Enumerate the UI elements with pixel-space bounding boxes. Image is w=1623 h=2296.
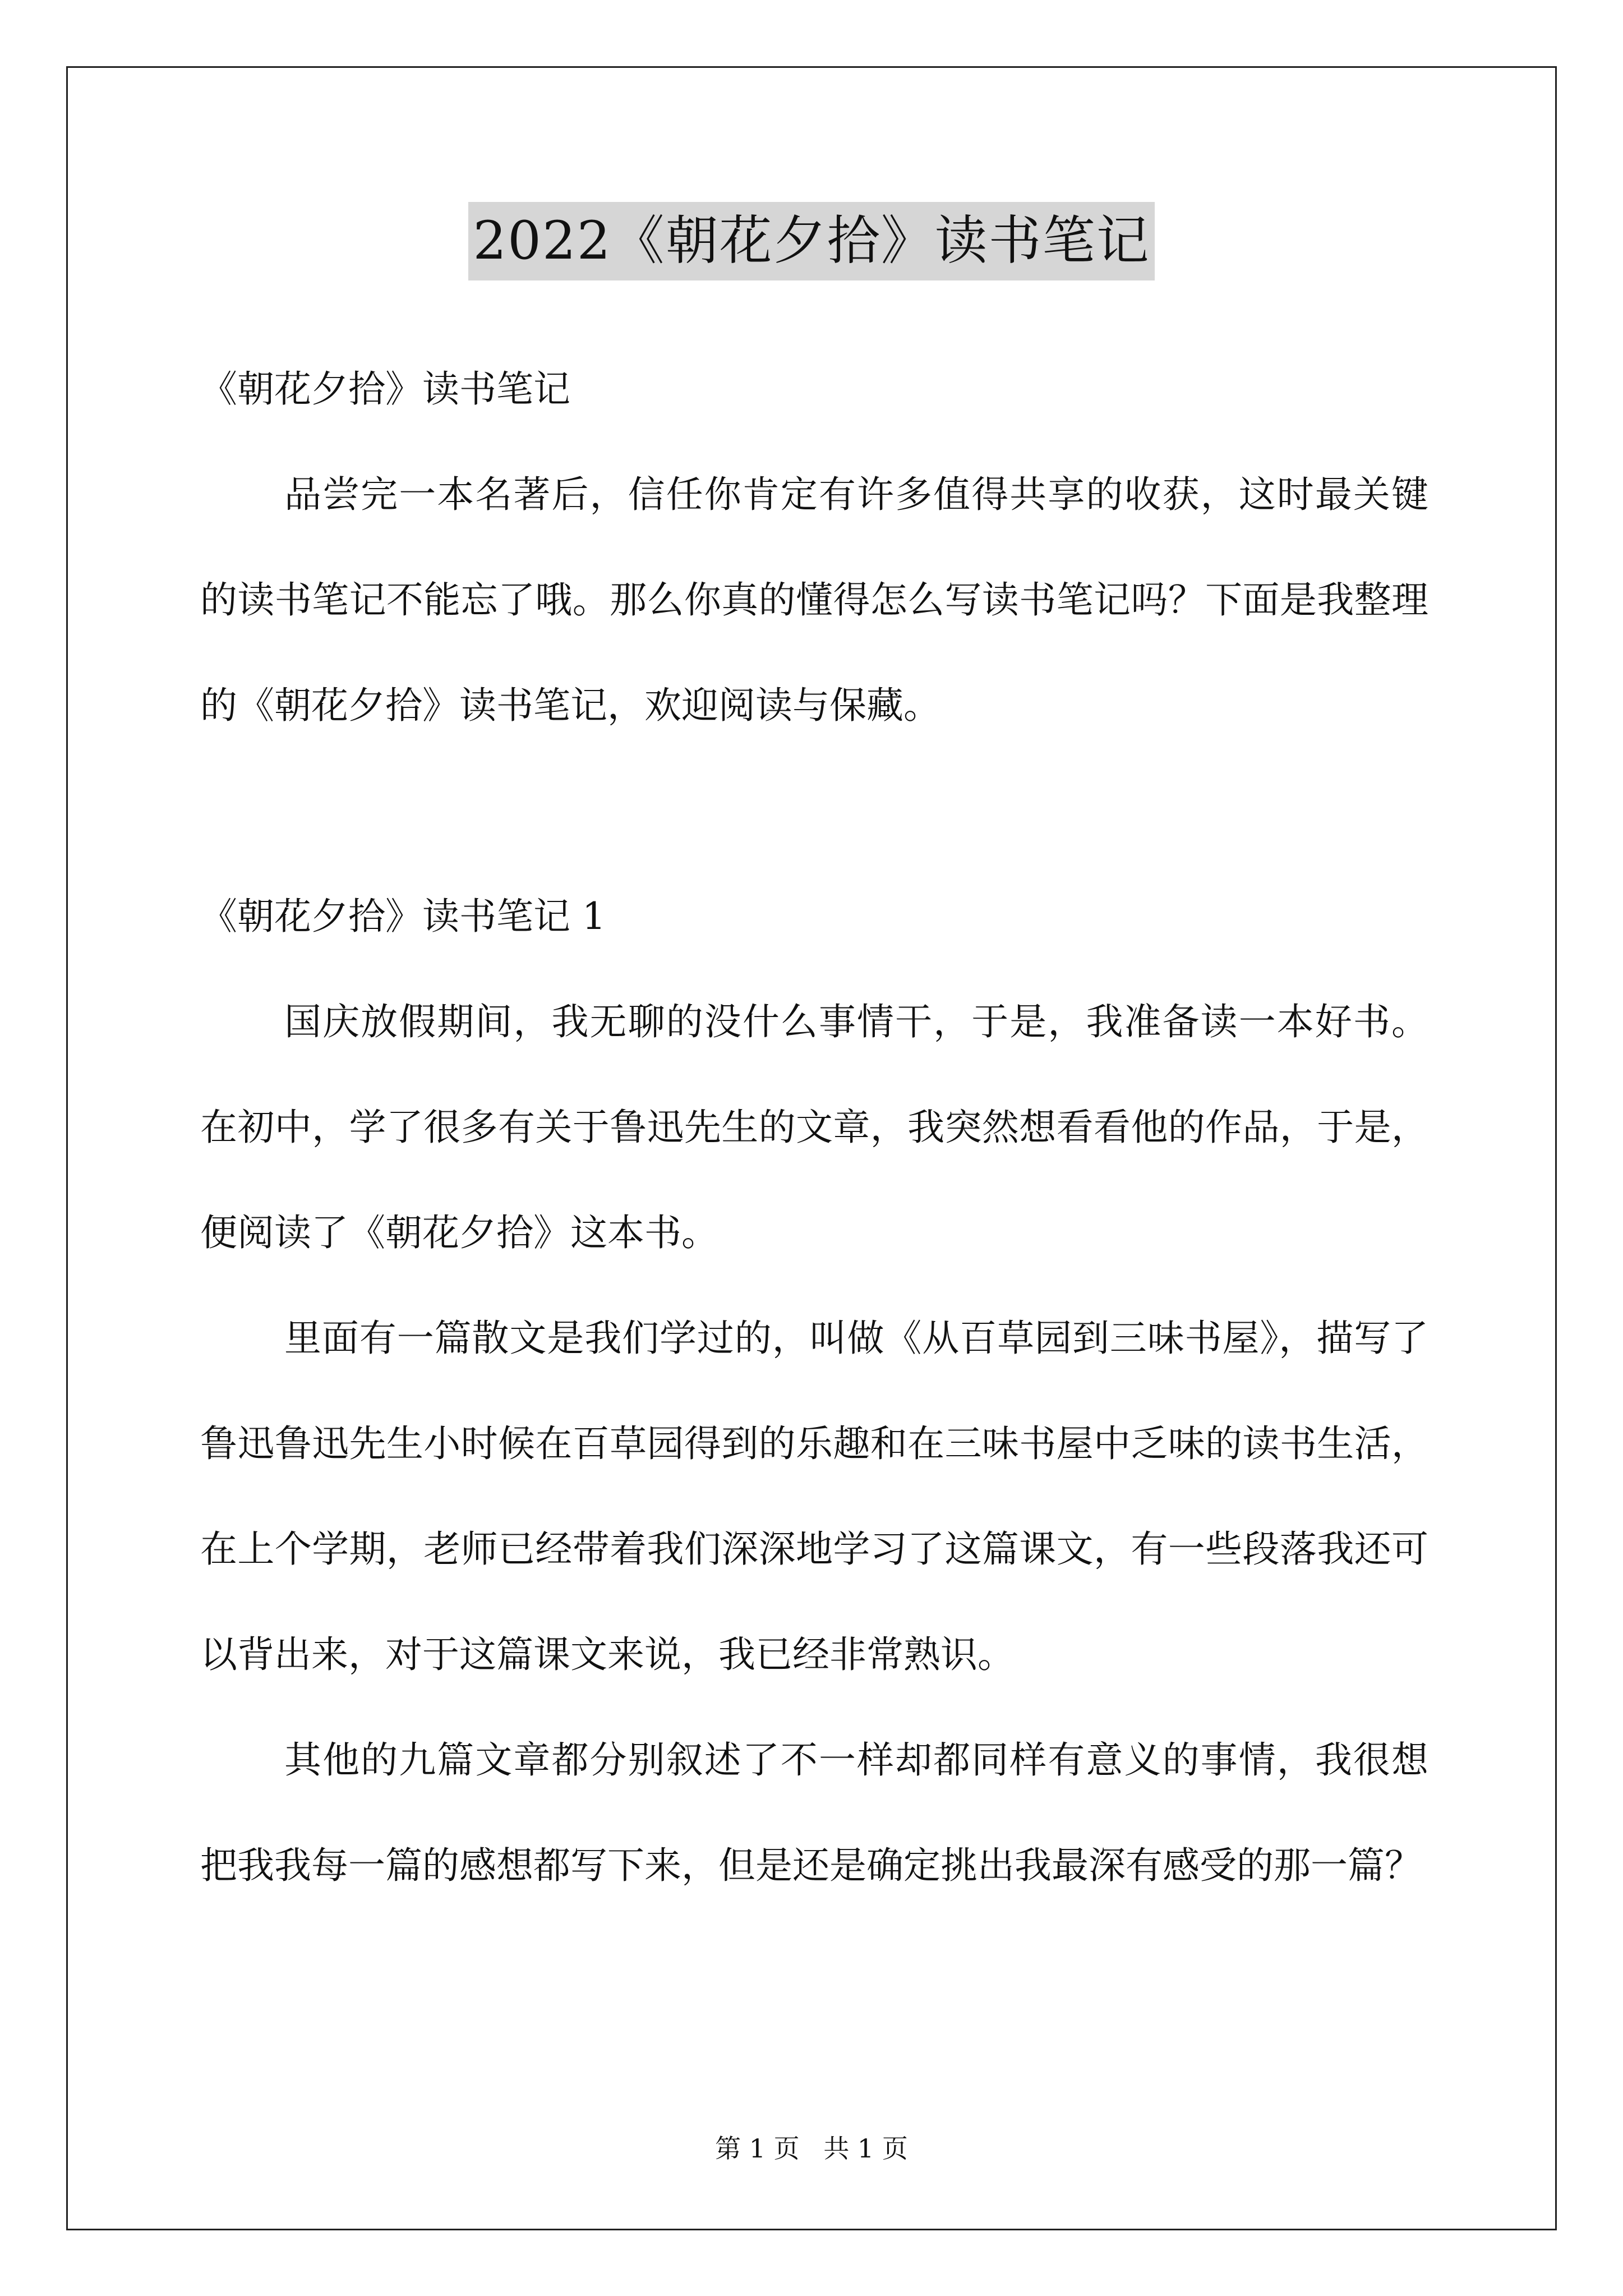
body-paragraph-2: 里面有一篇散文是我们学过的，叫做《从百草园到三味书屋》，描写了鲁迅鲁迅先生小时候在百草园得到的乐趣和在三味书屋中乏味的读书生活，在上个学期，老师已经带着我们深深地学习了这篇课文，有一些段落我还可以背出来，对于这篇课文来说，我已经非常熟识。 <box>200 1317 1428 1676</box>
body-paragraph-1: 国庆放假期间，我无聊的没什么事情干，于是，我准备读一本好书。在初中，学了很多有关于鲁迅先生的文章，我突然想看看他的作品，于是，便阅读了《朝花夕拾》这本书。 <box>200 1000 1428 1254</box>
page-number: 第 1 页 <box>715 2133 800 2164</box>
intro-paragraph: 品尝完一本名著后，信任你肯定有许多值得共享的收获，这时最关键的读书笔记不能忘了哦。那么你真的懂得怎么写读书笔记吗？下面是我整理的《朝花夕拾》读书笔记，欢迎阅读与保藏。 <box>200 473 1428 727</box>
section-heading-1: 《朝花夕拾》读书笔记 <box>200 367 570 411</box>
body-paragraph-3: 其他的九篇文章都分别叙述了不一样却都同样有意义的事情，我很想把我我每一篇的感想都写下来，但是还是确定挑出我最深有感受的那一篇？ <box>200 1738 1428 1887</box>
page-total: 共 1 页 <box>823 2133 908 2164</box>
page-footer <box>0 2132 1623 2165</box>
document-body <box>200 337 1428 1918</box>
section-heading-2: 《朝花夕拾》读书笔记 1 <box>200 895 606 938</box>
spacer <box>200 758 1428 864</box>
title-container <box>0 202 1623 280</box>
document-title: 2022《朝花夕拾》读书笔记 <box>468 202 1154 280</box>
